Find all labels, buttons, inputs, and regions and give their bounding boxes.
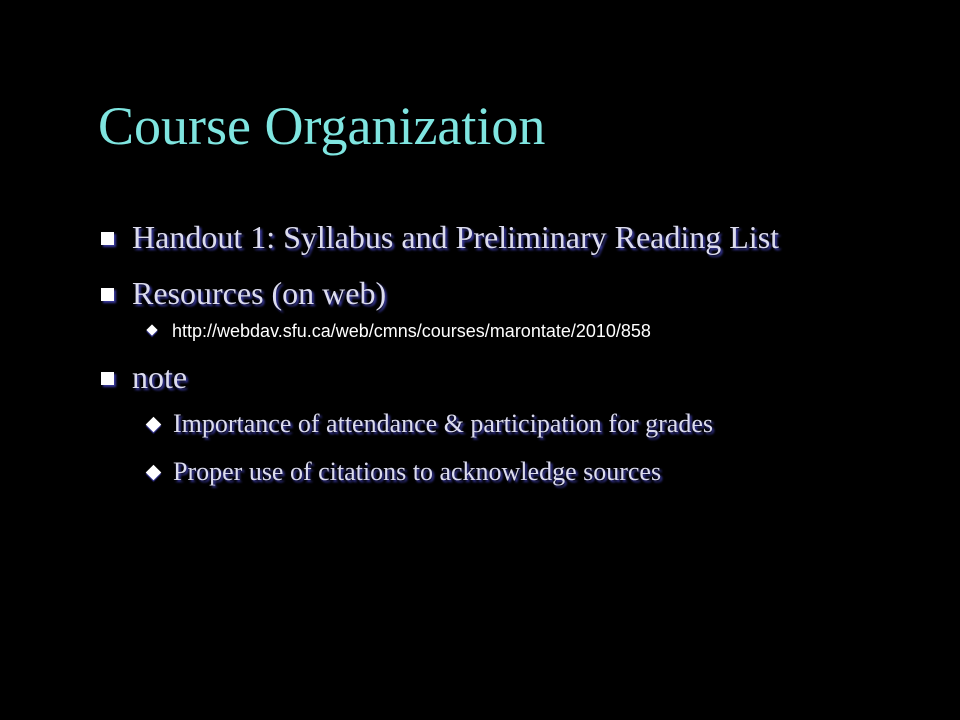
sub-bullet-text: Importance of attendance & participation for grades xyxy=(173,409,713,438)
bullet-item-resources xyxy=(101,274,386,312)
sub-bullet-citations xyxy=(146,457,661,487)
square-bullet-icon xyxy=(101,232,114,245)
square-bullet-icon xyxy=(101,372,114,385)
sub-bullet-resources-url[interactable] xyxy=(146,320,651,342)
square-bullet-icon xyxy=(101,288,114,301)
bullet-text: Handout 1: Syllabus and Preliminary Reading List xyxy=(132,219,780,255)
bullet-item-handout xyxy=(101,218,779,256)
sub-bullet-attendance xyxy=(146,409,713,439)
diamond-bullet-icon xyxy=(146,325,157,336)
bullet-text: Resources (on web) xyxy=(132,275,387,311)
bullet-item-note xyxy=(101,358,187,396)
sub-bullet-text: Proper use of citations to acknowledge sources xyxy=(173,457,662,486)
diamond-bullet-icon xyxy=(146,464,162,480)
diamond-bullet-icon xyxy=(146,416,162,432)
slide-title: Course Organization xyxy=(98,96,546,156)
resource-url-link[interactable]: http://webdav.sfu.ca/web/cmns/courses/marontate/2010/858 xyxy=(172,321,651,341)
bullet-text: note xyxy=(132,359,188,395)
